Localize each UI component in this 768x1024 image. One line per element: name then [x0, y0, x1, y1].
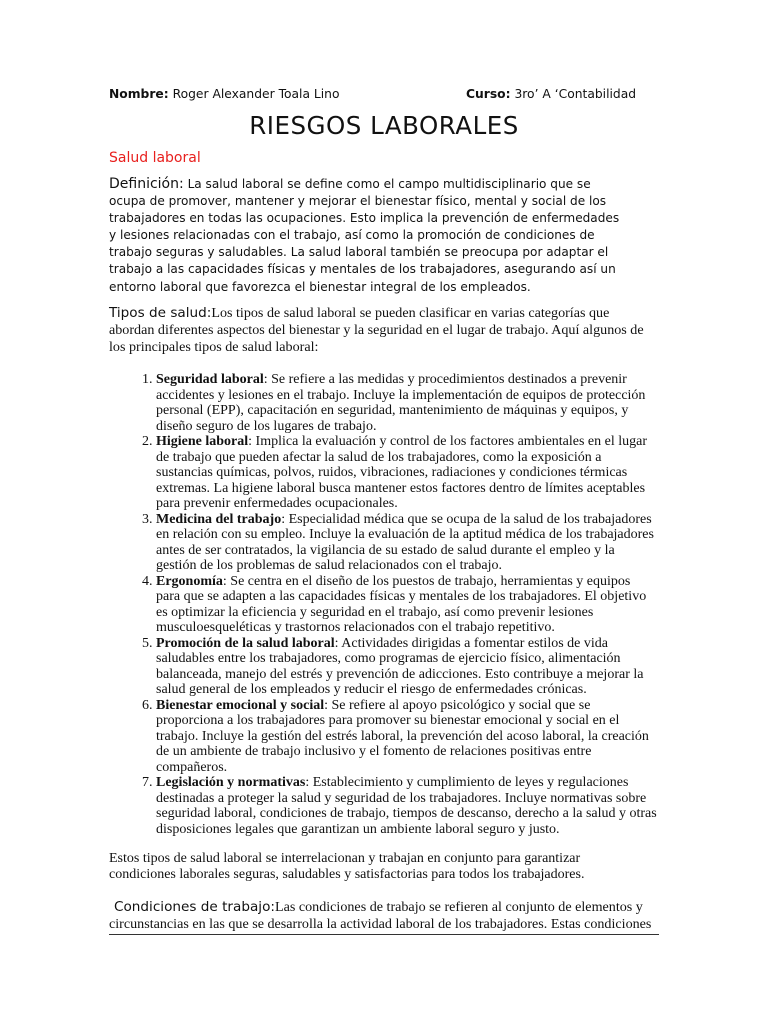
definition-lead: Definición:	[109, 176, 184, 192]
list-item-text: : Se centra en el diseño de los puestos de trabajo, herramientas y equipos para que se adapten a las capacidades físicas y mentales de los trabajadores. El objetivo es optimizar la eficiencia y seguridad en el trabajo, así como prevenir lesiones musculoesqueléticas y trastornos relacionados con el trabajo repetitivo.	[156, 573, 647, 635]
list-item	[156, 434, 657, 512]
conditions-paragraph	[109, 899, 659, 935]
list-item-term: Ergonomía	[156, 573, 223, 589]
name-label: Nombre:	[109, 87, 169, 101]
list-item-term: Medicina del trabajo	[156, 511, 282, 527]
list-item-text: : Se refiere a las medidas y procedimientos destinados a prevenir accidentes y lesiones en el trabajo. Incluye la implementación de equipos de protección personal (EPP), capacitación en seguridad, mantenimiento de máquinas y equipos, y diseño seguro de los lugares de trabajo.	[156, 372, 646, 434]
summary-paragraph: Estos tipos de salud laboral se interrelacionan y trabajan en conjunto para garantizar condiciones laborales seguras, saludables y satisfactorias para todos los trabajadores.	[109, 851, 585, 882]
conditions-lead: Condiciones de trabajo:	[114, 899, 275, 915]
list-item-text: : Implica la evaluación y control de los factores ambientales en el lugar de trabajo que pueden afectar la salud de los trabajadores, como la exposición a sustancias químicas, polvos, ruidos, vibraciones, radiaciones y condiciones térmicas extremas. La higiene laboral busca mantener estos factores dentro de límites aceptables para prevenir enfermedades ocupacionales.	[156, 434, 648, 511]
list-item-term: Bienestar emocional y social	[156, 697, 325, 713]
course-value: 3ro’ A ‘Contabilidad	[510, 87, 637, 101]
definition-paragraph	[109, 176, 629, 296]
course-label: Curso:	[466, 87, 511, 101]
list-item	[156, 636, 657, 698]
tipos-text: Los tipos de salud laboral se pueden clasificar en varias categorías que abordan diferentes aspectos del bienestar y la seguridad en el lugar de trabajo. Aquí algunos de los principales tipos de salud laboral:	[109, 305, 644, 356]
section-heading: Salud laboral	[109, 150, 201, 166]
list-item	[156, 512, 657, 574]
student-name	[109, 87, 340, 101]
list-item-term: Legislación y normativas	[156, 775, 306, 790]
types-list	[109, 372, 657, 837]
list-item	[156, 574, 657, 636]
list-item-text: : Actividades dirigidas a fomentar estilos de vida saludables entre los trabajadores, como programas de ejercicio físico, alimentación balanceada, manejo del estrés y prevención de adicciones. Esto contribuye a mejorar la salud general de los empleados y reducir el riesgo de enfermedades crónicas.	[156, 635, 644, 697]
definition-text: La salud laboral se define como el campo multidisciplinario que se ocupa de promover, mantener y mejorar el bienestar físico, mental y social de los trabajadores en todas las ocupaciones. Esto implica la prevención de enfermedades y lesiones relacionadas con el trabajo, así como la promoción de condiciones de trabajo seguras y saludables. La salud laboral también se preocupa por adaptar el trabajo a las capacidades físicas y mentales de los trabajadores, asegurando así un entorno laboral que favorezca el bienestar integral de los empleados.	[109, 177, 620, 294]
tipos-paragraph	[109, 305, 654, 356]
list-item-term: Promoción de la salud laboral	[156, 635, 335, 651]
list-item-term: Seguridad laboral	[156, 372, 264, 387]
document-title: RIESGOS LABORALES	[249, 111, 519, 140]
list-item-text: : Especialidad médica que se ocupa de la salud de los trabajadores en relación con su empleo. Incluye la evaluación de la aptitud médica de los trabajadores antes de ser contratados, la vigilancia de su estado de salud durante el empleo y la gestión de los problemas de salud relacionados con el trabajo.	[156, 511, 654, 573]
list-item	[156, 698, 657, 776]
tipos-lead: Tipos de salud:	[109, 305, 212, 321]
list-item	[156, 775, 657, 837]
name-value: Roger Alexander Toala Lino	[168, 87, 340, 101]
list-item	[156, 372, 657, 434]
list-item-term: Higiene laboral	[156, 434, 249, 449]
student-course	[466, 87, 636, 101]
conditions-text: Las condiciones de trabajo se refieren al conjunto de elementos y circunstancias en las que se desarrolla la actividad laboral de los trabajadores. Estas condiciones	[109, 899, 652, 932]
list-item-text: : Se refiere al apoyo psicológico y social que se proporciona a los trabajadores para promover su bienestar emocional y social en el trabajo. Incluye la gestión del estrés laboral, la prevención del acoso laboral, la creación de un ambiente de trabajo inclusivo y el fomento de relaciones positivas entre compañeros.	[156, 697, 649, 775]
list-item-text: : Establecimiento y cumplimiento de leyes y regulaciones destinadas a proteger la salud y seguridad de los trabajadores. Incluye normativas sobre seguridad laboral, condiciones de trabajo, tiempos de descanso, derecho a la salud y otras disposiciones legales que garantizan un ambiente laboral seguro y justo.	[156, 775, 657, 837]
